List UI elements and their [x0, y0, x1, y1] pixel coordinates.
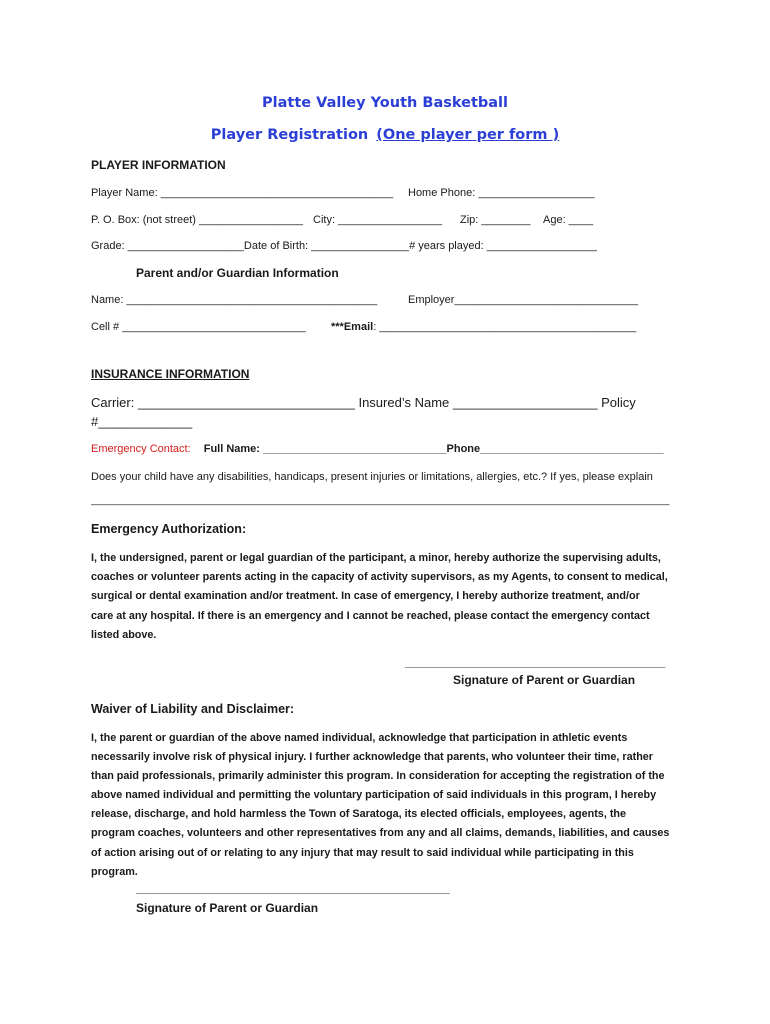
years-played-text: # years played: __________________ — [409, 240, 597, 252]
emergency-contact-label: Emergency Contact: — [91, 443, 191, 455]
home-phone-field[interactable]: Home Phone: ___________________ — [408, 187, 595, 199]
emergency-auth-text — [91, 549, 686, 645]
waiver-line: I, the parent or guardian of the above named individual, acknowledge that participation in athletic events — [91, 732, 628, 744]
guardian-header: Parent and/or Guardian Information — [136, 266, 339, 280]
policy-number-field[interactable]: #_____________ — [91, 414, 193, 429]
emergency-full-name-phone: Full Name: ______________________________Phone______________________________ — [203, 443, 664, 455]
insurance-header: INSURANCE INFORMATION — [91, 367, 250, 381]
guardian-name-field[interactable]: Name: _________________________________________ — [91, 294, 378, 306]
cell-field[interactable]: Cell # ______________________________ — [91, 321, 306, 333]
age-field[interactable]: Age: ____ — [543, 214, 594, 226]
employer-field[interactable]: Employer______________________________ — [408, 294, 638, 306]
carrier-field[interactable]: Carrier: ______________________________ Insured’s Name ____________________ Policy — [91, 395, 636, 410]
waiver-signature-line[interactable]: _______________________________________________ — [136, 881, 450, 895]
emergency-auth-line: I, the undersigned, parent or legal guardian of the participant, a minor, hereby authorize the supervising adults, — [91, 552, 661, 564]
po-box-field[interactable]: P. O. Box: (not street) _________________ — [91, 214, 304, 226]
emergency-auth-line: coaches or volunteer parents acting in the capacity of activity supervisors, as my Agents, to consent to medical, — [91, 571, 668, 584]
player-info-header: PLAYER INFORMATION — [91, 158, 226, 172]
form-subtitle — [0, 127, 770, 143]
waiver-line: necessarily involve risk of physical injury. I further acknowledge that parents, who volunteer their time, rather — [91, 751, 654, 764]
city-field[interactable]: City: _________________ — [313, 214, 443, 226]
waiver-text — [91, 729, 686, 882]
player-name-field[interactable]: Player Name: ______________________________________ — [91, 187, 394, 199]
form-title: Platte Valley Youth Basketball — [262, 95, 508, 111]
waiver-line: release, discharge, and hold harmless the Town of Saratoga, its elected officials, employees, agents, the — [91, 808, 627, 821]
waiver-header: Waiver of Liability and Disclaimer: — [91, 702, 295, 716]
subtitle-text: Player Registration — [210, 127, 369, 143]
emergency-auth-line: listed above. — [91, 628, 157, 641]
subtitle-note: (One player per form ) — [376, 127, 560, 143]
grade-field[interactable] — [91, 240, 597, 252]
waiver-line: above named individual and permitting the voluntary participation of said individuals in this program, I hereby — [91, 789, 657, 802]
disabilities-question: Does your child have any disabilities, handicaps, present injuries or limitations, allergies, etc.? If yes, please explain — [91, 471, 653, 483]
zip-field[interactable]: Zip: ________ — [460, 214, 531, 226]
grade-text: Grade: ___________________ — [91, 240, 244, 252]
dob-text: Date of Birth: ________________ — [243, 240, 410, 252]
emergency-auth-line: surgical or dental examination and/or treatment. In case of emergency, I hereby authorize treatment, and/or — [91, 590, 640, 603]
waiver-line: of action arising out of or relating to any injury that may result to said individual while participating in this — [91, 846, 634, 859]
email-label: ***Email — [331, 321, 374, 333]
emergency-auth-line: care at any hospital. If there is an emergency and I cannot be reached, please contact the emergency contact — [91, 609, 650, 622]
emergency-contact-row[interactable] — [91, 443, 664, 455]
email-line: : __________________________________________ — [373, 321, 637, 333]
waiver-signature-label: Signature of Parent or Guardian — [136, 901, 319, 915]
waiver-line: than paid professionals, primarily administer this program. In consideration for accepting the registration of the — [91, 770, 665, 783]
waiver-line: program coaches, volunteers and other representatives from any and all claims, demands, liabilities, and causes — [91, 827, 670, 840]
emergency-signature-label: Signature of Parent or Guardian — [453, 673, 636, 687]
emergency-signature-line[interactable]: _______________________________________ — [405, 655, 666, 669]
email-field[interactable] — [331, 321, 636, 333]
waiver-line: program. — [91, 865, 138, 878]
emergency-auth-header: Emergency Authorization: — [91, 522, 247, 536]
explain-line[interactable]: ________________________________________________________________________________________________________ — [91, 495, 670, 506]
